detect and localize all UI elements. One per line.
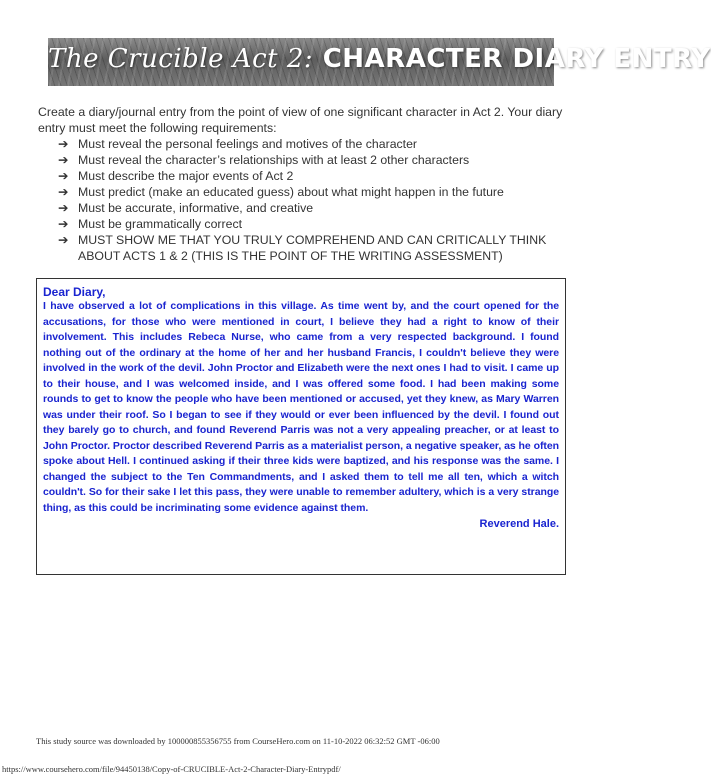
arrow-icon: ➔ <box>58 169 69 183</box>
diary-signature: Reverend Hale. <box>479 518 559 530</box>
banner-title-main: CHARACTER DIARY ENTRY <box>322 44 711 74</box>
banner-title-script: The Crucible Act 2: <box>48 44 314 74</box>
arrow-icon: ➔ <box>58 217 69 231</box>
requirement-item: ➔ Must be accurate, informative, and creative <box>58 201 314 215</box>
arrow-icon: ➔ <box>58 153 69 167</box>
requirement-item: ➔ MUST SHOW ME THAT YOU TRULY COMPREHEND AND CAN CRITICALLY THINK ABOUT ACTS 1 & 2 (THIS IS THE POINT OF THE WRITING ASSESSMENT) <box>58 233 547 263</box>
source-url[interactable]: https://www.coursehero.com/file/94450138/Copy-of-CRUCIBLE-Act-2-Character-Diary-Entrypdf/ <box>2 764 341 774</box>
arrow-icon: ➔ <box>58 185 69 199</box>
diary-entry-box <box>36 278 566 575</box>
instructions <box>38 104 568 264</box>
requirements-list <box>38 136 568 264</box>
download-note: This study source was downloaded by 100000855356755 from CourseHero.com on 11-10-2022 06:32:52 GMT -06:00 <box>36 736 440 746</box>
requirement-item: ➔ Must reveal the character’s relationships with at least 2 other characters <box>58 153 470 167</box>
requirement-item: ➔ Must describe the major events of Act 2 <box>58 169 294 183</box>
arrow-icon: ➔ <box>58 233 69 247</box>
instructions-intro: Create a diary/journal entry from the point of view of one significant character in Act 2. Your diary entry must meet the following requirements: <box>38 105 563 135</box>
arrow-icon: ➔ <box>58 137 69 151</box>
banner-title <box>48 44 711 74</box>
diary-greeting: Dear Diary, <box>43 285 106 299</box>
arrow-icon: ➔ <box>58 201 69 215</box>
diary-body: I have observed a lot of complications in this village. As time went by, and the court opened for the accusations, for those who were mentioned in court, I believe they had a right to know of their involvement. This includes Rebeca Nurse, who came from a very respected background. I found nothing out of the ordinary at the home of her and her husband Francis, I couldn't believe they were involved in the work of the devil. John Proctor and Elizabeth were the next ones I had to visit. I came up to their house, and I was welcomed inside, and I was offered some food. I had been making some rounds to get to know the people who have been mentioned or accused, yet they knew, as Mary Warren was under their roof. So I began to see if they would or ever been influenced by the devil. I found out they barely go to church, and found Reverend Parris was not a very appealing preacher, or at least to John Proctor. Proctor described Reverend Parris as a materialist person, a negative speaker, as he often spoke about Hell. I continued asking if their three kids were baptized, and his response was the same. I changed the subject to the Ten Commandments, and I asked them to tell me all ten, which a witch couldn't. So for their sake I let this pass, they were unable to remember adultery, which is a very strange thing, as this could be incriminating some evidence against them. <box>43 300 559 514</box>
requirement-item: ➔ Must be grammatically correct <box>58 217 243 231</box>
title-banner <box>48 38 711 86</box>
requirement-item: ➔ Must reveal the personal feelings and motives of the character <box>58 137 418 151</box>
requirement-item: ➔ Must predict (make an educated guess) about what might happen in the future <box>58 185 504 199</box>
